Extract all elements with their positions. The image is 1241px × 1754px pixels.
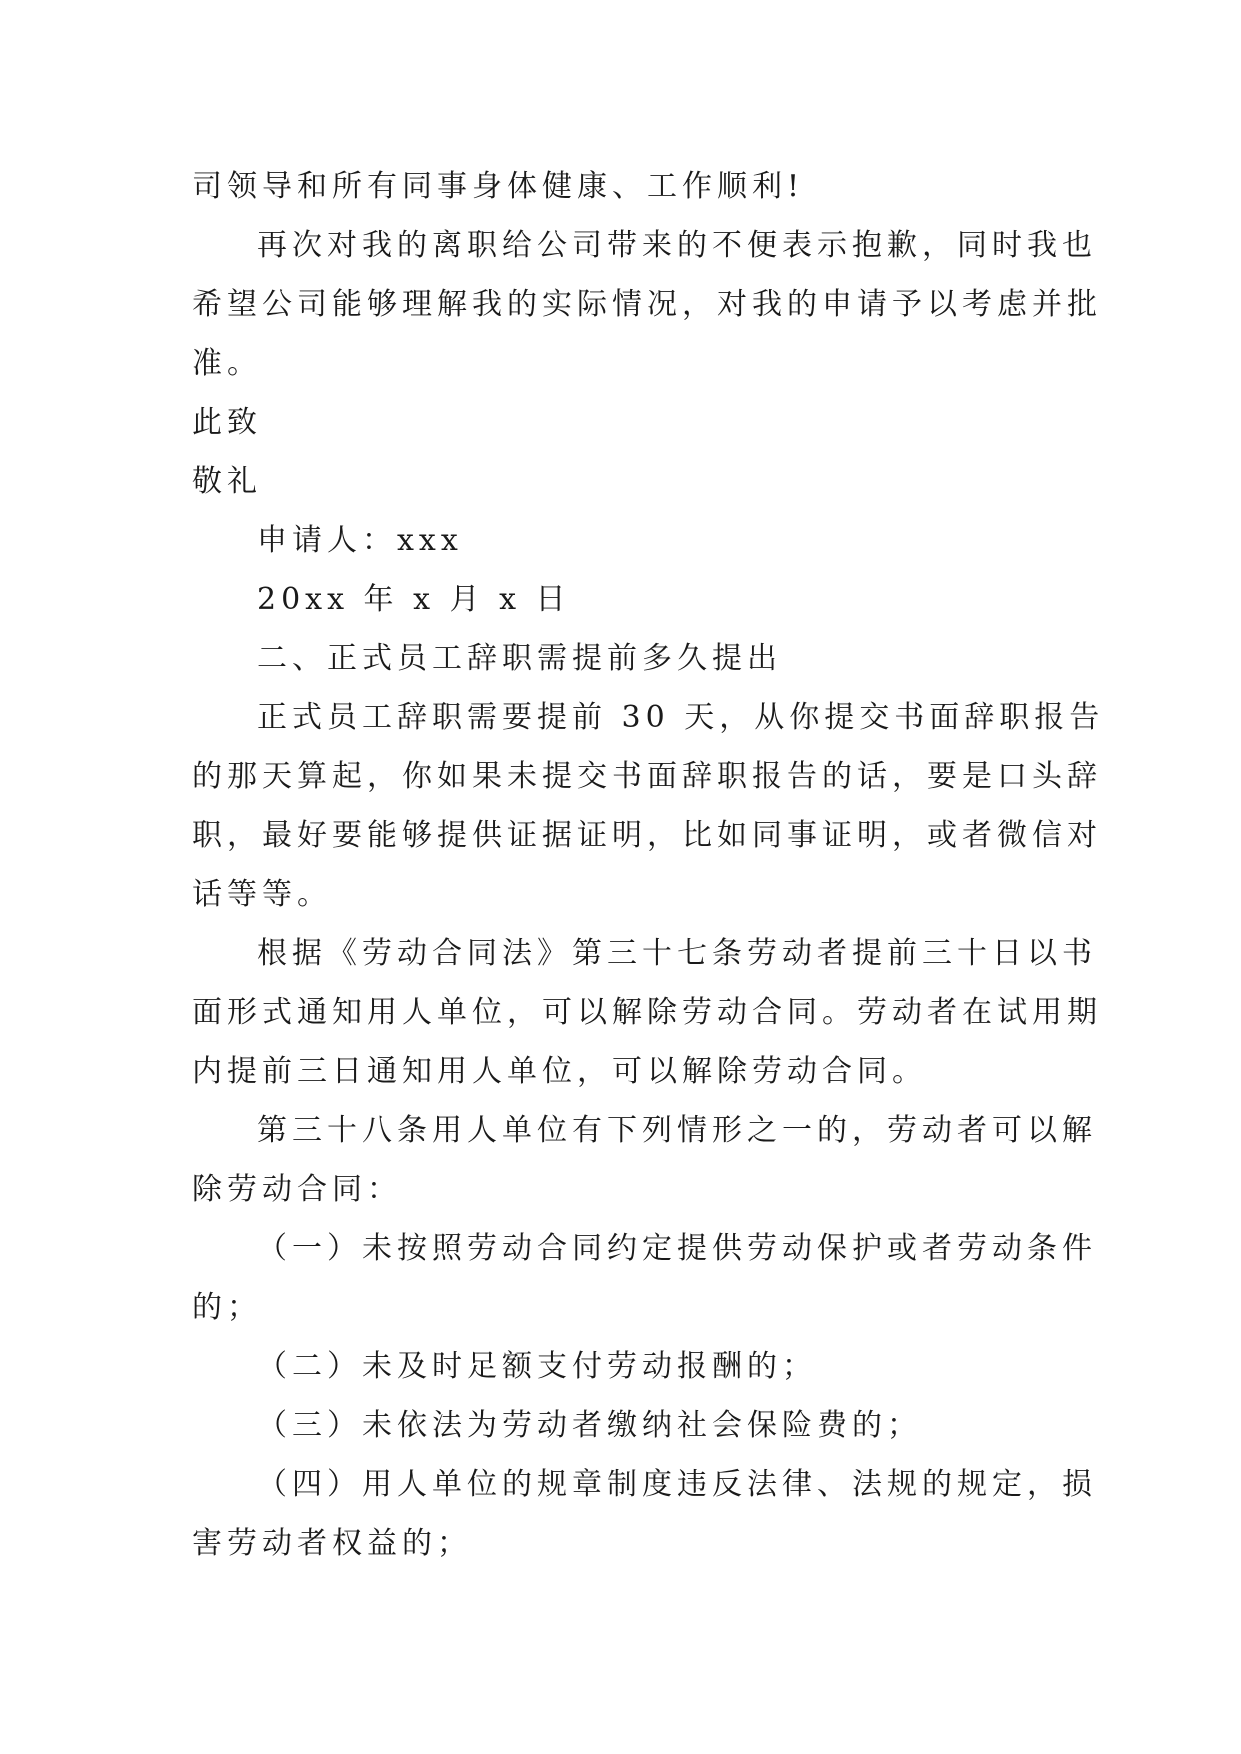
applicant-line: 申请人：xxx [257, 523, 463, 558]
text-line: 害劳动者权益的； [192, 1526, 472, 1561]
text-line: 的； [192, 1290, 262, 1325]
text-line: 司领导和所有同事身体健康、工作顺利! [192, 169, 805, 204]
text-line: 话等等。 [192, 877, 332, 912]
list-item: （四）用人单位的规章制度违反法律、法规的规定，损 [257, 1467, 1097, 1502]
text-line: 准。 [192, 346, 262, 381]
section-heading: 二、正式员工辞职需提前多久提出 [257, 641, 782, 676]
document-body [192, 157, 1105, 1573]
list-item: （二）未及时足额支付劳动报酬的； [257, 1349, 817, 1384]
text-line: 职，最好要能够提供证据证明，比如同事证明，或者微信对 [192, 818, 1102, 853]
text-line: 正式员工辞职需要提前 30 天，从你提交书面辞职报告 [257, 700, 1105, 735]
list-item: （一）未按照劳动合同约定提供劳动保护或者劳动条件 [257, 1231, 1097, 1266]
date-line: 20xx 年 x 月 x 日 [257, 582, 571, 617]
text-line: 的那天算起，你如果未提交书面辞职报告的话，要是口头辞 [192, 759, 1102, 794]
closing-salutation: 此致 [192, 405, 262, 440]
text-line: 希望公司能够理解我的实际情况，对我的申请予以考虑并批 [192, 287, 1102, 322]
text-line: 再次对我的离职给公司带来的不便表示抱歉，同时我也 [257, 228, 1097, 263]
text-line: 内提前三日通知用人单位，可以解除劳动合同。 [192, 1054, 927, 1089]
text-line: 根据《劳动合同法》第三十七条劳动者提前三十日以书 [257, 936, 1097, 971]
closing-regards: 敬礼 [192, 464, 262, 499]
text-line: 面形式通知用人单位，可以解除劳动合同。劳动者在试用期 [192, 995, 1102, 1030]
text-line: 除劳动合同： [192, 1172, 402, 1207]
list-item: （三）未依法为劳动者缴纳社会保险费的； [257, 1408, 922, 1443]
text-line: 第三十八条用人单位有下列情形之一的，劳动者可以解 [257, 1113, 1097, 1148]
